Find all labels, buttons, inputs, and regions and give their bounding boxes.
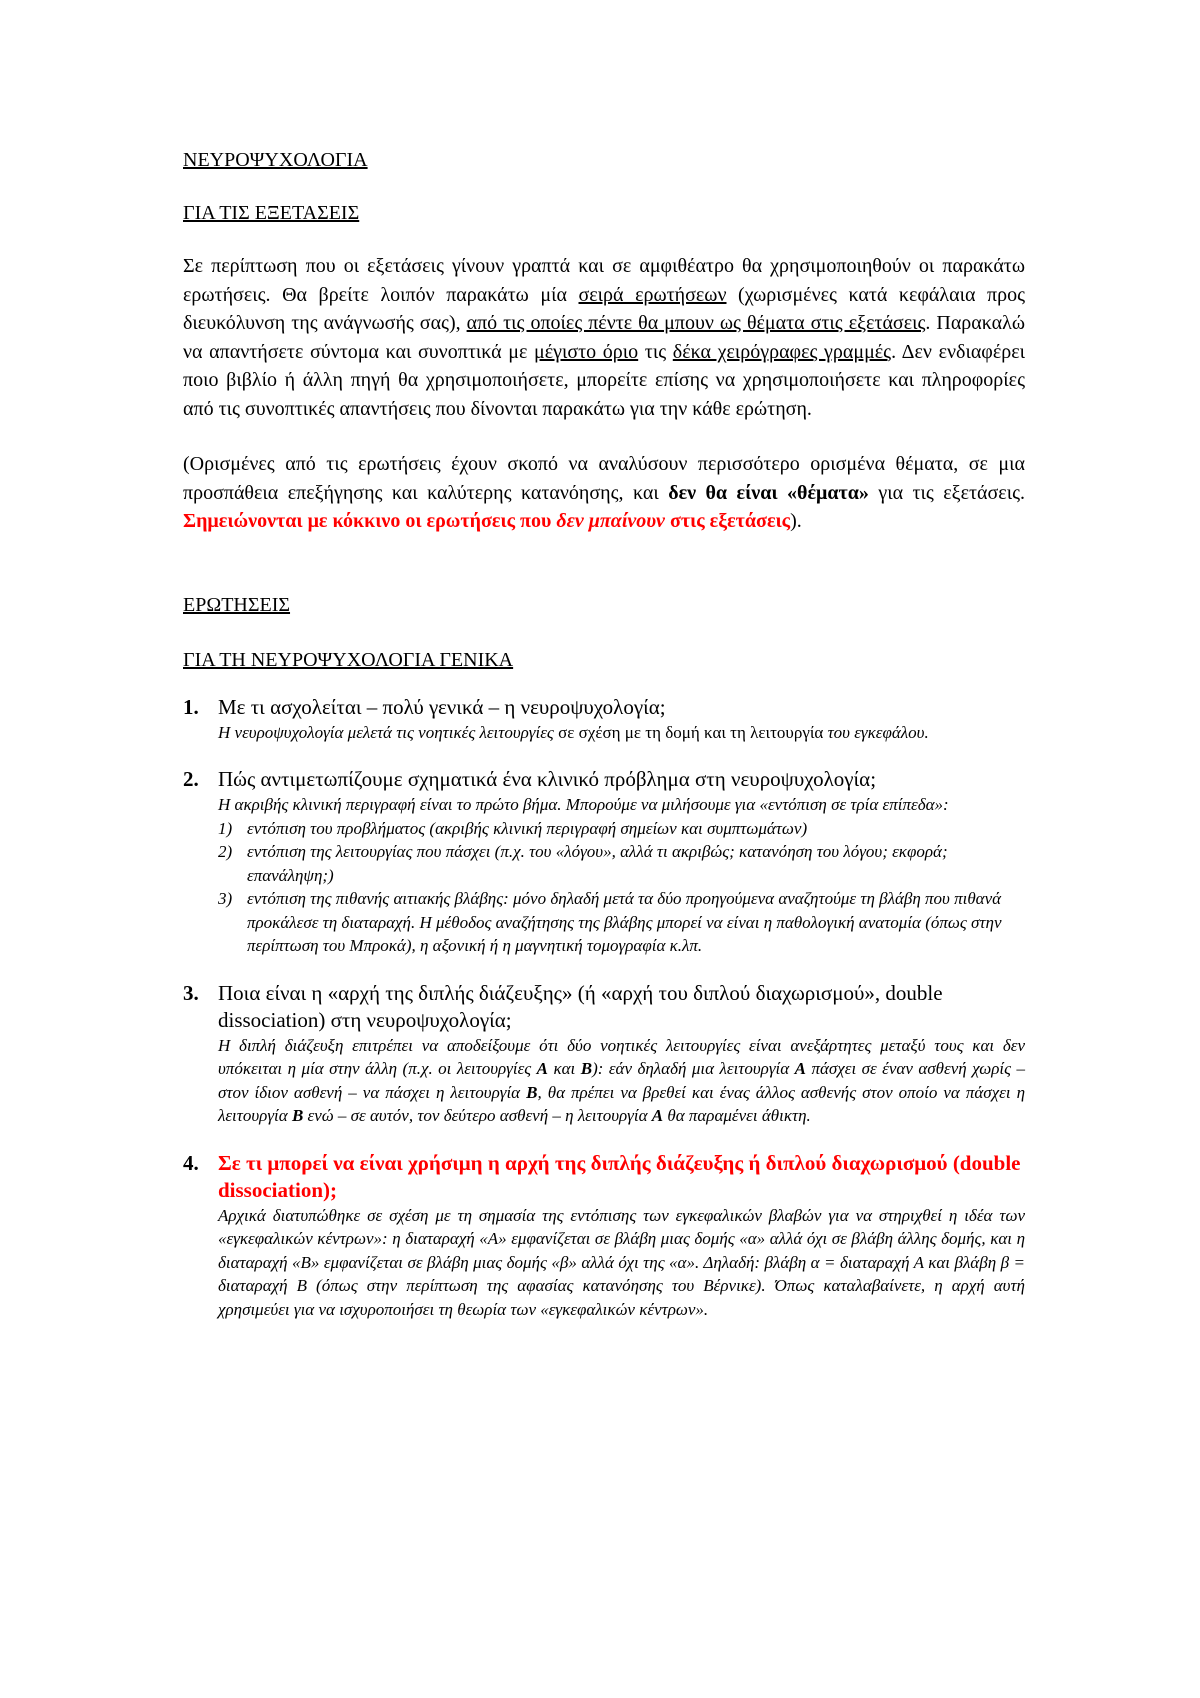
note-text: για τις εξετάσεις. [868,481,1025,504]
document-subtitle: ΓΙΑ ΤΙΣ ΕΞΕΤΑΣΕΙΣ [183,202,360,224]
intro-underline-ten-lines: δέκα χειρόγραφες γραμμές [672,340,892,363]
answer-text: ενώ – σε αυτόν, τον δεύτερο ασθενή – η λειτουργία [303,1106,652,1125]
note-paragraph [183,450,1025,536]
question-text: Πώς αντιμετωπίζουμε σχηματικά ένα κλινικό πρόβλημα στη νευροψυχολογία; [218,767,877,791]
question-text-red: Σε τι μπορεί να είναι χρήσιμη η αρχή της διπλής διάζευξης ή διπλού διαχωρισμού (double dissociation); [218,1150,1021,1202]
question-text: Με τι ασχολείται – πολύ γενικά – η νευροψυχολογία; [218,694,666,719]
answer-text: θα παραμένει άθικτη. [663,1106,811,1125]
intro-underline-five-topics: από τις οποίες πέντε θα μπουν ως θέματα στις εξετάσεις [466,312,926,334]
list-marker: 3) [218,889,233,908]
answer-bold-letter: Β [580,1059,593,1078]
note-red-marker-end: στις εξετάσεις [664,510,791,532]
answer-bold-letter: Α [536,1059,548,1078]
question-answer [218,721,1025,745]
question-item [183,694,1025,745]
list-item [218,840,1025,887]
question-answer: Αρχικά διατυπώθηκε σε σχέση με τη σημασία της εντόπισης των εγκεφαλικών βλαβών για να στηριχθεί η ιδέα των «εγκεφαλικών κέντρων»: η διαταραχή «Α» εμφανίζεται σε βλάβη μιας δομής «α» αλλά όχι σε βλάβη άλλης δομής, και η διαταραχή «Β» εμφανίζεται σε βλάβη μιας δομής «β» αλλά όχι της «α». Δηλαδή: βλάβη α = διαταραχή Α και βλάβη β = διαταραχή Β (όπως στην περίπτωση της αφασίας κατανόησης του Βέρνικε). Όπως καταλαβαίνετε, η αρχή αυτή χρησιμεύει για να ισχυροποιήσει τη θεωρία των «εγκεφαλικών κέντρων». [218,1205,1025,1319]
answer-text: Η νευροψυχολογία μελετά τις νοητικές λειτουργίες [218,722,554,742]
list-item-text: εντόπιση του προβλήματος (ακριβής κλινική περιγραφή σημείων και συμπτωμάτων) [247,818,808,838]
intro-text: . Παρακαλώ να απαντήσετε σύντομα και συνοπτικά με [183,312,1025,363]
note-text: ). [790,510,802,532]
intro-text: Σε περίπτωση που οι εξετάσεις γίνουν γραπτά και σε αμφιθέατρο θα χρησιμοποιηθούν οι παρακάτω ερωτήσεις. Θα βρείτε λοιπόν παρακάτω μία [183,255,1025,306]
list-item [218,887,1025,958]
note-red-marker: Σημειώνονται με κόκκινο οι ερωτήσεις που [183,510,557,532]
answer-text: και [548,1059,581,1078]
answer-text: Η διπλή διάζευξη επιτρέπει να αποδείξουμε ότι δύο νοητικές λειτουργίες είναι ανεξάρτητες μεταξύ τους και δεν υπόκειται η μία στην άλλη (π.χ. οι λειτουργίες [218,1035,1025,1078]
document-page [183,146,1025,1321]
question-item [183,766,1025,958]
note-red-italic: δεν μπαίνουν [556,510,665,532]
intro-underline-series: σειρά ερωτήσεων [578,283,727,306]
intro-text: (χωρισμένες κατά κεφάλαια προς διευκόλυνση της ανάγνωσής σας), [183,283,1025,334]
list-marker: 1) [218,818,233,838]
note-text: (Ορισμένες από τις ερωτήσεις έχουν σκοπό να αναλύσουν περισσότερο ορισμένα θέματα, σε μια προσπάθεια επεξήγησης και καλύτερης κατανόησης, και [183,453,1025,504]
list-item-text: εντόπιση της πιθανής αιτιακής βλάβης: μόνο δηλαδή μετά τα δύο προηγούμενα αναζητούμε τη βλάβη που πιθανά προκάλεσε τη διαταραχή. Η μέθοδος αναζήτησης της βλάβης μπορεί να είναι η παθολογική ανατομία (όπως στην περίπτωση του Μπροκά), η αξονική ή η μαγνητική τομογραφία κ.λπ. [247,889,1002,955]
question-answer: Η ακριβής κλινική περιγραφή είναι το πρώτο βήμα. Μπορούμε να μιλήσουμε για «εντόπιση σε τρία επίπεδα»: [218,795,949,814]
question-item [183,980,1025,1128]
answer-text: , θα πρέπει να βρεθεί και ένας άλλος ασθενής στον οποίο να πάσχει η λειτουργία [218,1082,1026,1125]
note-bold-not-topics: δεν θα είναι «θέματα» [668,481,869,504]
answer-text: του εγκεφάλου. [823,722,929,742]
answer-bold-letter: Α [794,1059,806,1078]
intro-text: τις [638,340,673,363]
answer-text: ): εάν δηλαδή μια λειτουργία [592,1059,795,1078]
list-marker: 2) [218,842,233,861]
intro-paragraph [183,252,1025,423]
answer-bold-letter: Β [526,1082,538,1102]
question-item-not-in-exam [183,1150,1025,1322]
document-title: ΝΕΥΡΟΨΥΧΟΛΟΓΙΑ [183,149,368,171]
question-number: 1. [183,694,199,719]
question-text: Ποια είναι η «αρχή της διπλής διάζευξης» (ή «αρχή του διπλού διαχωρισμού», double dissociation) στη νευροψυχολογία; [218,980,943,1032]
question-number: 2. [183,767,199,791]
section-heading: ΓΙΑ ΤΗ ΝΕΥΡΟΨΥΧΟΛΟΓΙΑ ΓΕΝΙΚΑ [183,648,514,671]
answer-bold-letter: Β [291,1106,304,1125]
answer-text-upright: σε σχέση με τη δομή και τη λειτουργία [553,722,824,742]
question-number: 3. [183,980,199,1005]
question-number: 4. [183,1150,199,1175]
answer-text: πάσχει σε έναν ασθενή χωρίς – στον ίδιον ασθενή – να πάσχει η λειτουργία [218,1059,1025,1102]
question-answer [218,1034,1025,1128]
answer-bold-letter: Α [651,1106,664,1125]
questions-heading: ΕΡΩΤΗΣΕΙΣ [183,593,291,616]
localization-levels-list [218,817,1025,958]
list-item-text: εντόπιση της λειτουργίας που πάσχει (π.χ. του «λόγου», αλλά τι ακριβώς; κατανόηση του λόγου; εκφορά; επανάληψη;) [247,842,948,885]
intro-text: . Δεν ενδιαφέρει ποιο βιβλίο ή άλλη πηγή θα χρησιμοποιήσετε, μπορείτε επίσης να χρησιμοποιήσετε και πληροφορίες από τις συνοπτικές απαντήσεις που δίνονται παρακάτω για την κάθε ερώτηση. [183,340,1026,420]
intro-underline-max-limit: μέγιστο όριο [534,340,639,363]
list-item [218,817,1025,841]
